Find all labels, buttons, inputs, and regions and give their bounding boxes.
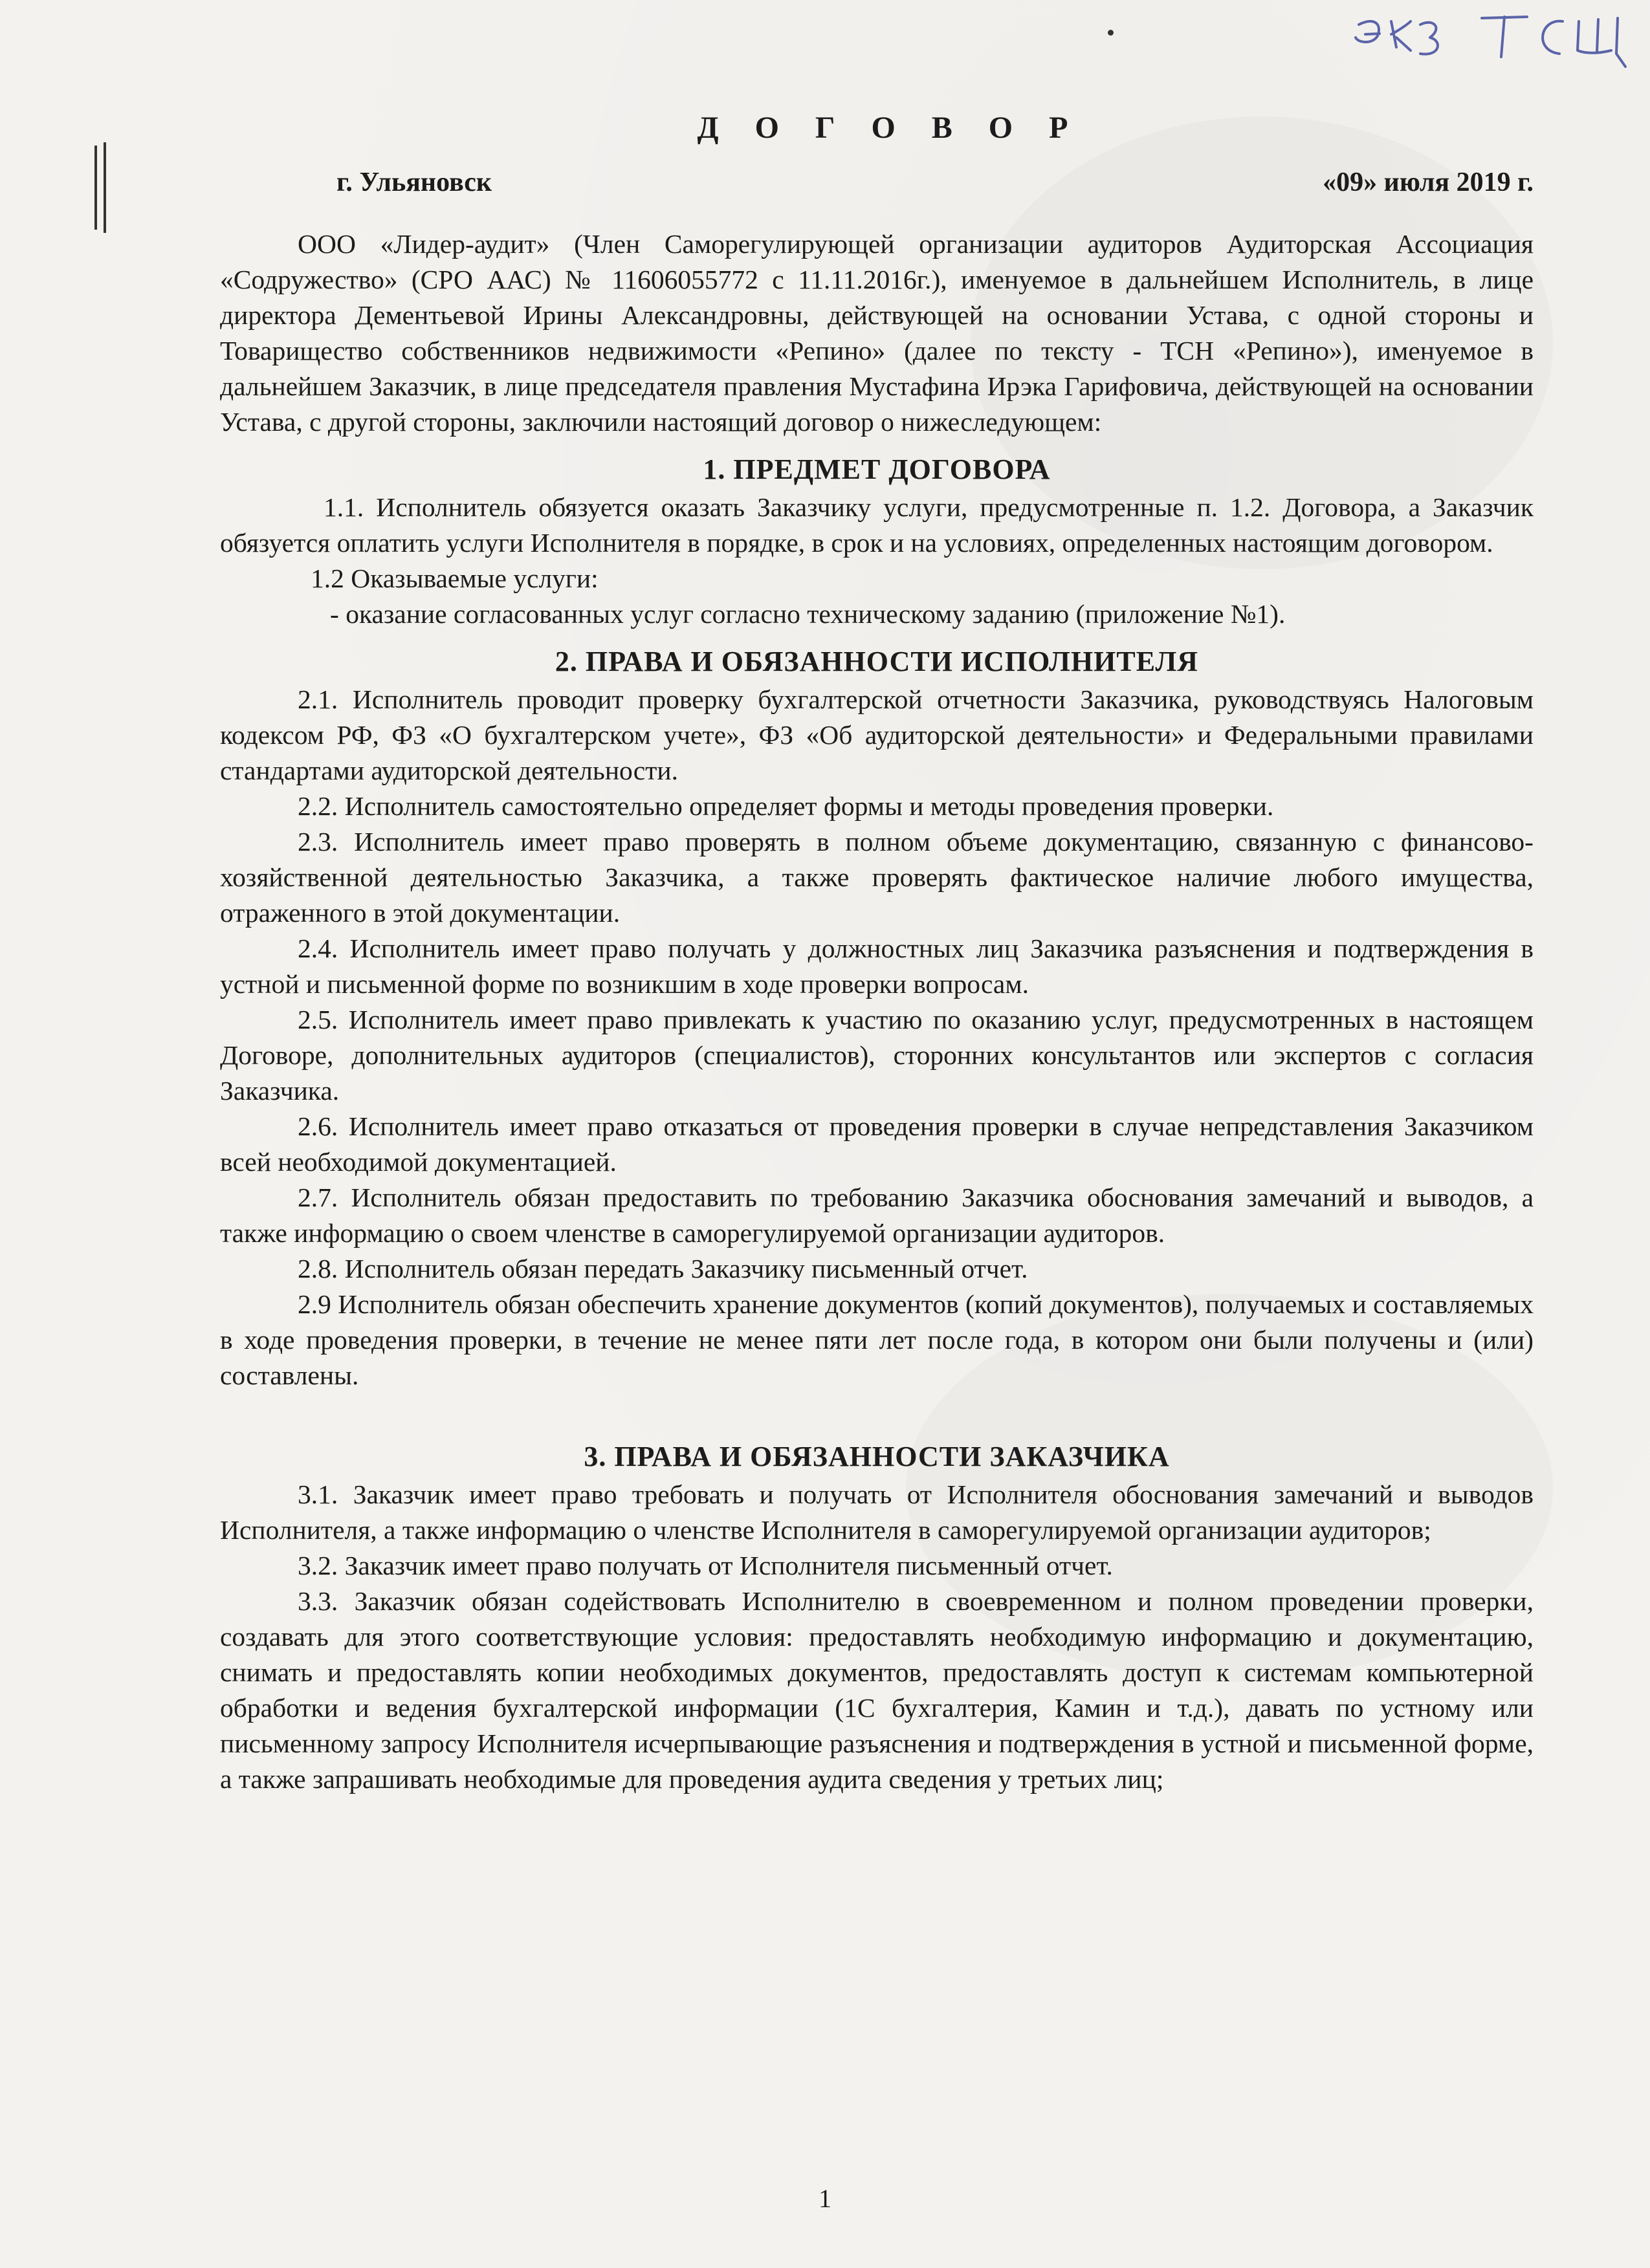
clause: 1.1. Исполнитель обязуется оказать Заказчику услуги, предусмотренные п. 1.2. Договора, а Заказчик обязуется оплатить услуги Исполнителя в порядке, в срок и на условиях, определенных настоящим договором. (220, 492, 1534, 558)
clause: 2.7. Исполнитель обязан предоставить по требованию Заказчика обоснования замечаний и выводов, а также информацию о своем членстве в саморегулируемой организации аудиторов. (220, 1183, 1534, 1248)
page-number: 1 (819, 2184, 831, 2213)
section-title: 3. ПРАВА И ОБЯЗАННОСТИ ЗАКАЗЧИКА (584, 1441, 1170, 1472)
section-title: 2. ПРАВА И ОБЯЗАННОСТИ ИСПОЛНИТЕЛЯ (555, 646, 1199, 677)
preamble: ООО «Лидер-аудит» (Член Саморегулирующей организации аудиторов Аудиторская Ассоциация «Содружество» (СРО ААС) № 11606055772 с 11.11.2016г.), именуемое в дальнейшем Исполнитель, в лице директора Дементьевой Ирины Александровны, действующей на основании Устава, с одной стороны и Товарищество собственников недвижимости «Репино» (далее по тексту - ТСН «Репино»), именуемое в дальнейшем Заказчик, в лице председателя правления Мустафина Ирэка Гарифовича, действующей на основании Устава, с другой стороны, заключили настоящий договор о нижеследующем: (220, 229, 1534, 437)
scan-dot (1108, 30, 1114, 36)
clause: 2.8. Исполнитель обязан передать Заказчику письменный отчет. (298, 1254, 1028, 1283)
spacer (220, 1393, 1534, 1427)
city: г. Ульяновск (336, 168, 492, 197)
clause: 2.1. Исполнитель проводит проверку бухгалтерской отчетности Заказчика, руководствуясь Налоговым кодексом РФ, ФЗ «О бухгалтерском учете», ФЗ «Об аудиторской деятельности» и Федеральными правилами стандартами аудиторской деятельности. (220, 684, 1534, 785)
clause: 1.2 Оказываемые услуги: (311, 563, 599, 593)
clause: 3.2. Заказчик имеет право получать от Исполнителя письменный отчет. (298, 1551, 1113, 1580)
document-title: Д О Г О В О Р (697, 111, 1083, 145)
clause: 2.3. Исполнитель имеет право проверять в полном объеме документацию, связанную с финансово-хозяйственной деятельностью Заказчика, а также проверять фактическое наличие любого имущества, отраженного в этой документации. (220, 827, 1534, 928)
clause: 2.5. Исполнитель имеет право привлекать к участию по оказанию услуг, предусмотренных в настоящем Договоре, дополнительных аудиторов (специалистов), сторонних консультантов или экспертов с согласия Заказчика. (220, 1005, 1534, 1106)
clause: 2.6. Исполнитель имеет право отказаться от проведения проверки в случае непредставления Заказчиком всей необходимой документацией. (220, 1111, 1534, 1177)
clause: 2.4. Исполнитель имеет право получать у должностных лиц Заказчика разъяснения и подтверждения в устной и письменной форме по возникшим в ходе проверки вопросам. (220, 933, 1534, 999)
clause: 2.2. Исполнитель самостоятельно определяет формы и методы проведения проверки. (298, 791, 1274, 821)
clause: - оказание согласованных услуг согласно техническому заданию (приложение №1). (330, 599, 1286, 629)
contract-date: «09» июля 2019 г. (1323, 168, 1534, 197)
document-body (220, 110, 1534, 1797)
clause: 3.1. Заказчик имеет право требовать и получать от Исполнителя обоснования замечаний и выводов Исполнителя, а также информацию о членстве Исполнителя в саморегулируемой организации аудиторов; (220, 1479, 1534, 1545)
clause: 3.3. Заказчик обязан содействовать Исполнителю в своевременном и полном проведении проверки, создавать для этого соответствующие условия: предоставлять необходимую информацию и документацию, снимать и предоставлять копии необходимых документов, предоставлять доступ к системам компьютерной обработки и ведения бухгалтерской информации (1С бухгалтерия, Камин и т.д.), давать по устному или письменному запросу Исполнителя исчерпывающие разъяснения и подтверждения в устной и письменной форме, а также запрашивать необходимые для проведения аудита сведения у третьих лиц; (220, 1586, 1534, 1794)
binder-marks (91, 139, 116, 236)
clause: 2.9 Исполнитель обязан обеспечить хранение документов (копий документов), получаемых и составляемых в ходе проведения проверки, в течение не менее пяти лет после года, в котором они были получены и (или) составлены. (220, 1289, 1534, 1390)
section-title: 1. ПРЕДМЕТ ДОГОВОРА (703, 453, 1051, 485)
handwritten-note-icon (1346, 5, 1644, 76)
city-date-line (220, 165, 1534, 201)
